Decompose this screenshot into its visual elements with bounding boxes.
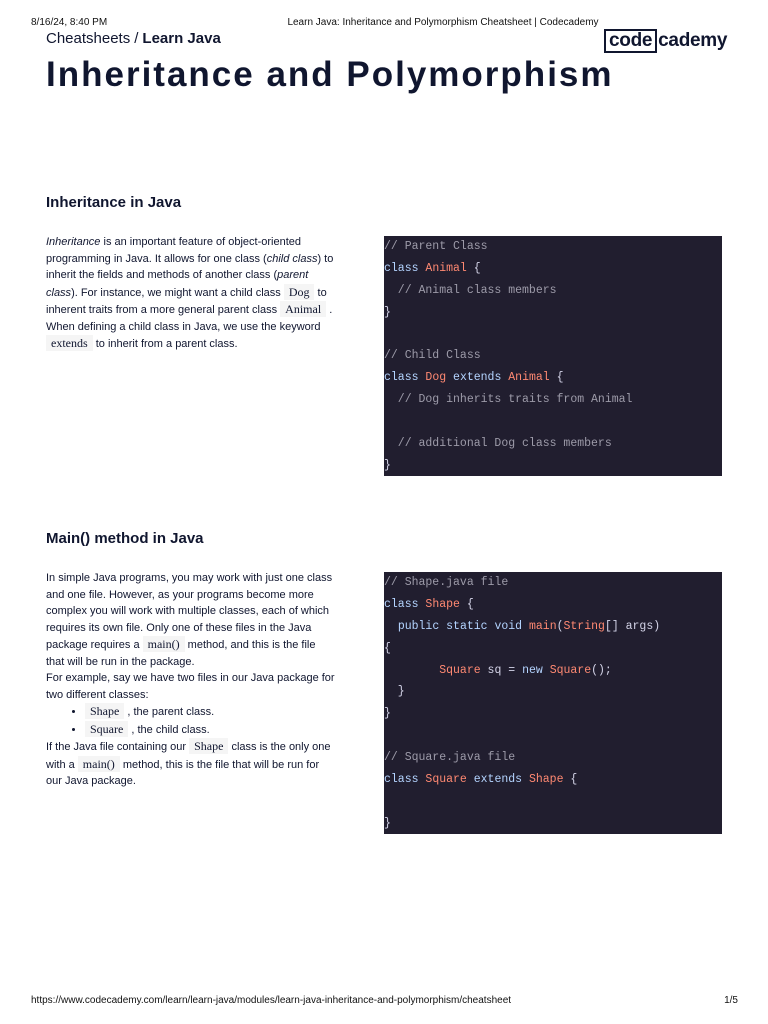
code-token	[522, 620, 529, 633]
code-token: Dog	[425, 371, 447, 385]
code-token: Square	[425, 773, 467, 787]
code-line	[384, 280, 722, 302]
text: method, and this is the file that will be run in the package.	[46, 639, 316, 668]
code-line	[384, 725, 722, 747]
code-token: // Animal class members	[384, 283, 557, 297]
inline-code-extends: extends	[46, 335, 93, 351]
list-item	[85, 721, 336, 739]
breadcrumb-separator: /	[134, 30, 139, 47]
code-line	[384, 411, 722, 433]
breadcrumb-learn-java-link[interactable]: Learn Java	[142, 30, 221, 47]
breadcrumb-cheatsheets-link[interactable]: Cheatsheets	[46, 30, 131, 47]
code-token: {	[384, 641, 391, 655]
text: to inherent traits from a more general parent class	[46, 286, 327, 316]
text: is an important feature of object-oriented programming in Java. It allows for one class (	[46, 236, 301, 265]
code-token: (	[556, 619, 564, 633]
code-token: }	[384, 305, 391, 319]
code-token: // additional Dog class members	[384, 437, 612, 451]
code-block-main-method	[384, 572, 722, 834]
code-line	[384, 769, 722, 791]
class-list	[46, 703, 336, 738]
code-token: Animal	[425, 261, 467, 275]
code-token: new	[522, 663, 543, 677]
inline-code-main: main()	[78, 756, 120, 772]
code-line	[384, 703, 722, 725]
code-token: class	[384, 597, 419, 611]
code-line	[384, 455, 722, 476]
code-token: // Dog inherits traits from Animal	[384, 393, 633, 407]
code-token: sq =	[480, 663, 523, 677]
code-token: }	[384, 816, 391, 830]
code-line	[384, 345, 722, 367]
code-token	[384, 620, 398, 633]
code-token: class	[384, 773, 419, 787]
text: , the child class.	[128, 723, 210, 736]
code-token: {	[549, 371, 564, 385]
text: Inheritance	[46, 236, 101, 248]
inline-code-shape: Shape	[189, 738, 228, 754]
page-url: https://www.codecademy.com/learn/learn-java/modules/learn-java-inheritance-and-polymorphism/cheatsheet	[31, 995, 512, 1006]
code-token	[522, 773, 529, 786]
text: ) to inherit the fields and methods of another class (	[46, 252, 334, 281]
code-line	[384, 594, 722, 616]
text: .	[326, 304, 333, 316]
section-title-inheritance: Inheritance in Java	[46, 194, 182, 211]
code-token: Square	[549, 663, 592, 677]
code-token: class	[384, 261, 419, 275]
text: class is the only one with a	[46, 741, 331, 771]
code-token: // Shape.java file	[384, 576, 509, 589]
inheritance-description	[46, 234, 336, 353]
inline-code-square: Square	[85, 721, 128, 737]
code-token: Shape	[425, 597, 460, 611]
code-token: // Parent Class	[384, 240, 488, 253]
code-line	[384, 367, 722, 389]
code-token: [] args)	[604, 619, 661, 633]
text: method, this is the file that will be run for our Java package.	[46, 758, 320, 787]
code-token: {	[466, 261, 481, 275]
code-token	[543, 664, 550, 677]
code-token: }	[384, 707, 391, 721]
code-token: static	[446, 619, 488, 633]
page-number: 1/5	[724, 995, 738, 1006]
code-token: }	[384, 458, 391, 472]
code-token: Shape	[528, 773, 564, 787]
code-token: Square	[439, 663, 481, 677]
inline-code-dog: Dog	[284, 284, 315, 300]
code-token: {	[459, 597, 474, 611]
main-paragraph-1	[46, 570, 336, 670]
code-token: String	[563, 619, 605, 633]
code-line	[384, 389, 722, 411]
code-token: extends	[473, 773, 523, 787]
code-token	[467, 773, 474, 786]
code-token: Animal	[508, 371, 550, 385]
text: ). For instance, we might want a child class	[71, 286, 284, 299]
main-paragraph-3	[46, 738, 336, 790]
code-block-inheritance	[384, 236, 722, 476]
code-line	[384, 236, 722, 258]
code-line	[384, 681, 722, 703]
breadcrumb	[46, 30, 221, 47]
main-method-description	[46, 570, 336, 790]
code-line	[384, 747, 722, 769]
code-line	[384, 324, 722, 346]
text: If the Java file containing our	[46, 741, 190, 753]
code-line	[384, 616, 722, 638]
code-line	[384, 302, 722, 324]
code-token: {	[563, 773, 578, 787]
logo-code-box: code	[604, 29, 657, 53]
print-date: 8/16/24, 8:40 PM	[31, 17, 108, 28]
text: When defining a child class in Java, we use the keyword	[46, 320, 321, 333]
code-token: // Square.java file	[384, 751, 516, 765]
inheritance-paragraph-2	[46, 319, 336, 353]
inline-code-shape: Shape	[85, 703, 124, 719]
logo-cademy-text: cademy	[658, 30, 728, 51]
code-token: extends	[453, 371, 502, 385]
code-token: class	[384, 371, 419, 385]
code-token: }	[384, 685, 405, 699]
text: parent class	[46, 269, 309, 299]
text: to inherit from a parent class.	[92, 338, 238, 350]
inline-code-main: main()	[143, 636, 185, 652]
code-token: public	[397, 619, 440, 633]
list-item	[85, 703, 336, 721]
main-paragraph-2: For example, say we have two files in our Java package for two different classes:	[46, 672, 335, 701]
code-line	[384, 660, 722, 682]
code-token	[384, 664, 439, 677]
code-line	[384, 258, 722, 280]
code-token: // Child Class	[384, 349, 481, 363]
page-title: Inheritance and Polymorphism	[46, 55, 614, 94]
code-token	[446, 371, 453, 384]
text: , the parent class.	[124, 706, 215, 718]
code-token: main	[528, 619, 557, 633]
code-line	[384, 433, 722, 455]
code-line	[384, 572, 722, 594]
code-line	[384, 791, 722, 813]
print-page-title: Learn Java: Inheritance and Polymorphism Cheatsheet | Codecademy	[287, 17, 599, 28]
codecademy-logo[interactable]	[604, 29, 727, 53]
code-token: ();	[591, 663, 612, 677]
text: child class	[266, 252, 318, 265]
code-token: void	[494, 619, 523, 633]
print-footer	[0, 995, 768, 1009]
section-title-main-method: Main() method in Java	[46, 530, 204, 547]
inheritance-paragraph-1	[46, 234, 336, 319]
text: In simple Java programs, you may work with just one class and one file. However, as your programs become more complex you will work with multiple classes, each of which requires its own file. Only one of these files in the Java package requires a	[46, 572, 333, 651]
code-line	[384, 638, 722, 660]
inline-code-animal: Animal	[280, 301, 326, 317]
code-line	[384, 813, 722, 834]
